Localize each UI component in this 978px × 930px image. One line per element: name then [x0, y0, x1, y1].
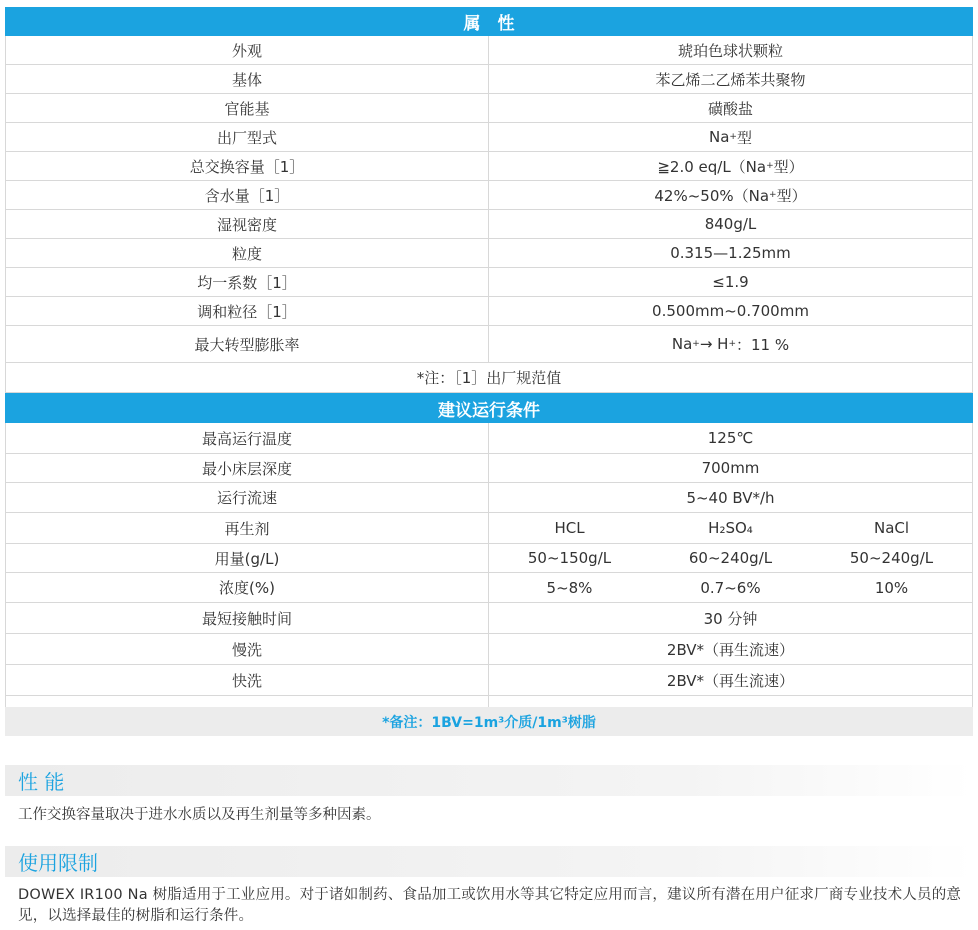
property-value: 苯乙烯二乙烯苯共聚物: [655, 70, 806, 89]
regenerant-h2so4: H₂SO₄: [708, 519, 753, 537]
property-row: [5, 239, 973, 268]
property-row: [5, 152, 973, 181]
property-label: 调和粒径［1］: [6, 297, 489, 325]
property-row: [5, 297, 973, 326]
performance-text: 工作交换容量取决于进水水质以及再生剂量等多种因素。: [18, 807, 381, 823]
condition-value: 2BV*（再生流速）: [666, 671, 795, 690]
condition-label: 快洗: [6, 665, 489, 695]
condition-label: 用量(g/L): [6, 544, 489, 572]
property-label: 官能基: [6, 94, 489, 122]
property-value: 840g/L: [704, 215, 757, 233]
properties-footnote-row: [5, 363, 973, 393]
condition-row: [5, 513, 973, 544]
condition-label: 浓度(%): [6, 573, 489, 602]
property-row: [5, 65, 973, 94]
property-value: Na + 型: [709, 128, 752, 147]
property-row: [5, 268, 973, 297]
condition-row: [5, 423, 973, 454]
condition-label: 慢洗: [6, 634, 489, 664]
property-row: [5, 94, 973, 123]
condition-row: [5, 544, 973, 573]
property-label: 出厂型式: [6, 123, 489, 151]
condition-row: [5, 454, 973, 483]
concentration-hcl: 5~8%: [546, 578, 593, 597]
property-label: 均一系数［1］: [6, 268, 489, 296]
condition-row: [5, 573, 973, 603]
conditions-header: 建议运行条件: [5, 393, 973, 423]
condition-multi-value: [489, 513, 972, 543]
condition-row: [5, 483, 973, 513]
property-label: 粒度: [6, 239, 489, 267]
condition-multi-value: [489, 544, 972, 572]
condition-value: 700mm: [701, 459, 760, 477]
properties-footnote: *注：［1］出厂规范值: [416, 369, 562, 387]
spacer-cell: [489, 696, 972, 707]
limitations-text: DOWEX IR100 Na 树脂适用于工业应用。对于诸如制药、食品加工或饮用水等其它特定应用而言，建议所有潜在用户征求厂商专业技术人员的意见，以选择最佳的树脂和运行条件。: [18, 887, 962, 924]
property-value: ≧2.0 eq/L（Na + 型）: [657, 157, 804, 176]
property-value: 0.500mm~0.700mm: [652, 302, 809, 320]
condition-row: [5, 603, 973, 634]
property-label: 最大转型膨胀率: [6, 326, 489, 362]
condition-multi-value: [489, 573, 972, 602]
property-row: [5, 123, 973, 152]
condition-value: 125℃: [707, 429, 754, 447]
property-value: 0.315—1.25mm: [670, 244, 791, 262]
condition-label: 运行流速: [6, 483, 489, 512]
property-row: [5, 210, 973, 239]
concentration-h2so4: 0.7~6%: [700, 578, 761, 597]
condition-value: 30 分钟: [703, 609, 758, 628]
property-label: 外观: [6, 36, 489, 64]
condition-value: 5~40 BV*/h: [686, 488, 775, 507]
condition-label: 最小床层深度: [6, 454, 489, 482]
property-value: 磺酸盐: [707, 99, 753, 118]
property-row: [5, 36, 973, 65]
dosage-h2so4: 60~240g/L: [688, 549, 773, 567]
regenerant-nacl: NaCl: [873, 519, 910, 537]
dosage-hcl: 50~150g/L: [527, 549, 612, 567]
condition-label: 最短接触时间: [6, 603, 489, 633]
table-spacer-row: [5, 696, 973, 707]
condition-row: [5, 634, 973, 665]
spacer-cell: [6, 696, 489, 707]
property-value: Na + → H + ：11 %: [671, 335, 790, 354]
condition-row: [5, 665, 973, 696]
property-value: 42%~50%（Na + 型）: [654, 186, 807, 205]
property-label: 基体: [6, 65, 489, 93]
condition-label: 再生剂: [6, 513, 489, 543]
property-value: ≤1.9: [712, 273, 749, 291]
concentration-nacl: 10%: [874, 578, 909, 597]
properties-header: 属 性: [5, 7, 973, 36]
condition-value: 2BV*（再生流速）: [666, 640, 795, 659]
conditions-note: *备注：1BV=1m³介质/1m³树脂: [5, 707, 973, 736]
property-label: 湿视密度: [6, 210, 489, 238]
property-row: [5, 326, 973, 363]
dosage-nacl: 50~240g/L: [849, 549, 934, 567]
regenerant-hcl: HCL: [554, 519, 585, 537]
property-row: [5, 181, 973, 210]
limitations-title: 使用限制: [5, 846, 973, 877]
property-value: 琥珀色球状颗粒: [677, 41, 783, 60]
condition-label: 最高运行温度: [6, 423, 489, 453]
property-label: 含水量［1］: [6, 181, 489, 209]
property-label: 总交换容量［1］: [6, 152, 489, 180]
performance-title: 性 能: [5, 765, 973, 796]
